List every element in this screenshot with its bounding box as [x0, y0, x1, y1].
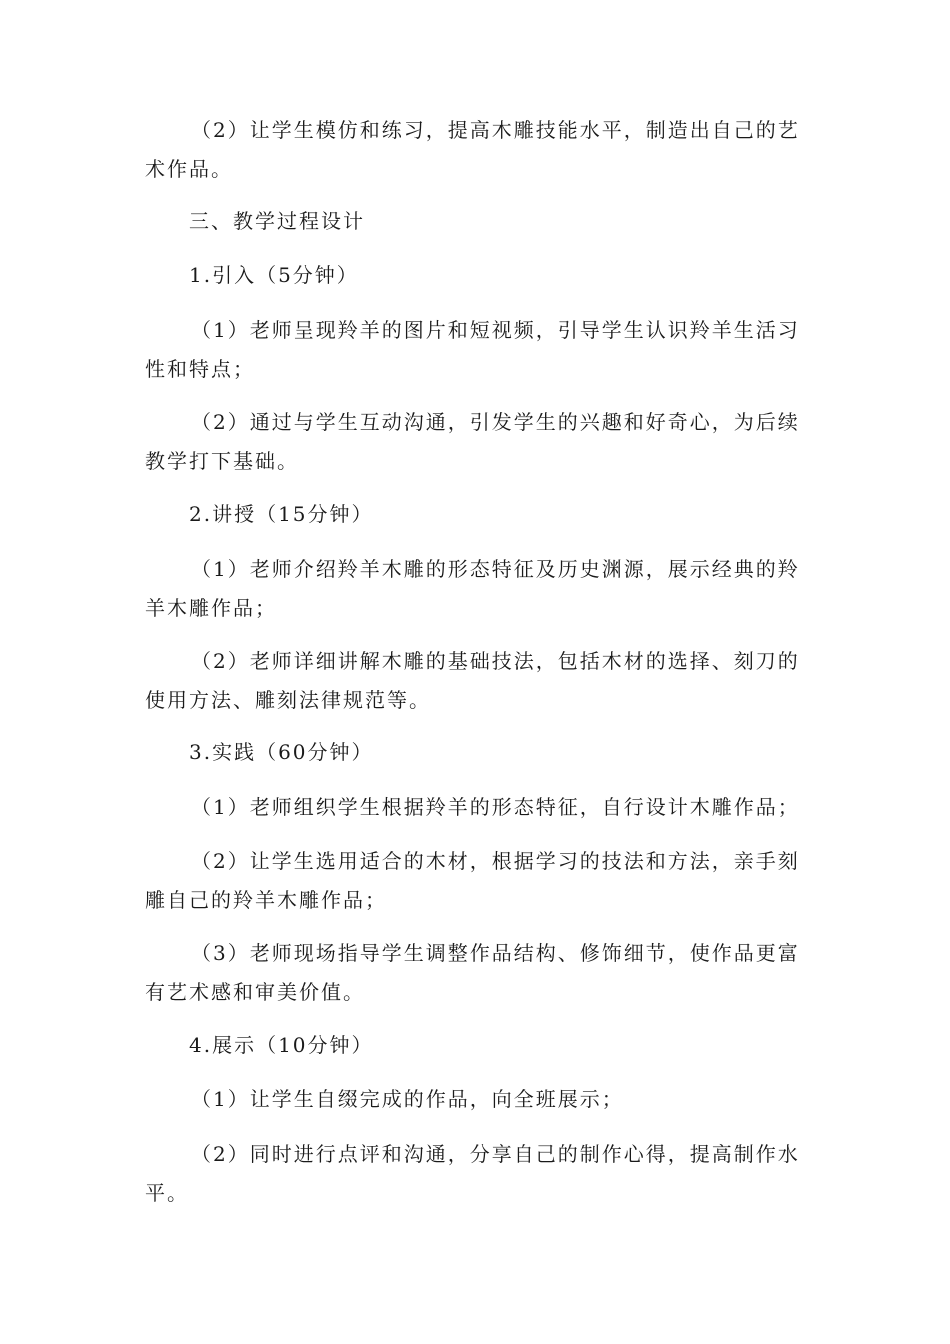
paragraph-practice-item-2: （2）让学生选用适合的木材，根据学习的技法和方法，亲手刻雕自己的羚羊木雕作品；: [145, 849, 800, 912]
subheading-showcase: 4.展示（10分钟）: [189, 1033, 374, 1057]
paragraph-lecture-item-1: （1）老师介绍羚羊木雕的形态特征及历史渊源，展示经典的羚羊木雕作品；: [145, 557, 800, 620]
paragraph-intro-item-1: （1）老师呈现羚羊的图片和短视频，引导学生认识羚羊生活习性和特点；: [145, 318, 800, 381]
paragraph-intro-item-2: （2）通过与学生互动沟通，引发学生的兴趣和好奇心，为后续教学打下基础。: [145, 410, 800, 473]
paragraph-showcase-item-1: （1）让学生自缀完成的作品，向全班展示；: [191, 1087, 624, 1111]
subheading-lecture: 2.讲授（15分钟）: [189, 502, 374, 526]
section-heading-teaching-process: 三、教学过程设计: [189, 209, 365, 233]
subheading-introduction: 1.引入（5分钟）: [189, 263, 359, 287]
paragraph-showcase-item-2: （2）同时进行点评和沟通，分享自己的制作心得，提高制作水平。: [145, 1142, 800, 1205]
subheading-practice: 3.实践（60分钟）: [189, 740, 374, 764]
paragraph-practice-item-1: （1）老师组织学生根据羚羊的形态特征，自行设计木雕作品；: [191, 795, 800, 819]
paragraph-practice-item-3: （3）老师现场指导学生调整作品结构、修饰细节，使作品更富有艺术感和审美价值。: [145, 941, 800, 1004]
paragraph-lecture-item-2: （2）老师详细讲解木雕的基础技法，包括木材的选择、刻刀的使用方法、雕刻法律规范等。: [145, 649, 800, 712]
paragraph-practice-goal: （2）让学生模仿和练习，提高木雕技能水平，制造出自己的艺术作品。: [145, 118, 800, 181]
